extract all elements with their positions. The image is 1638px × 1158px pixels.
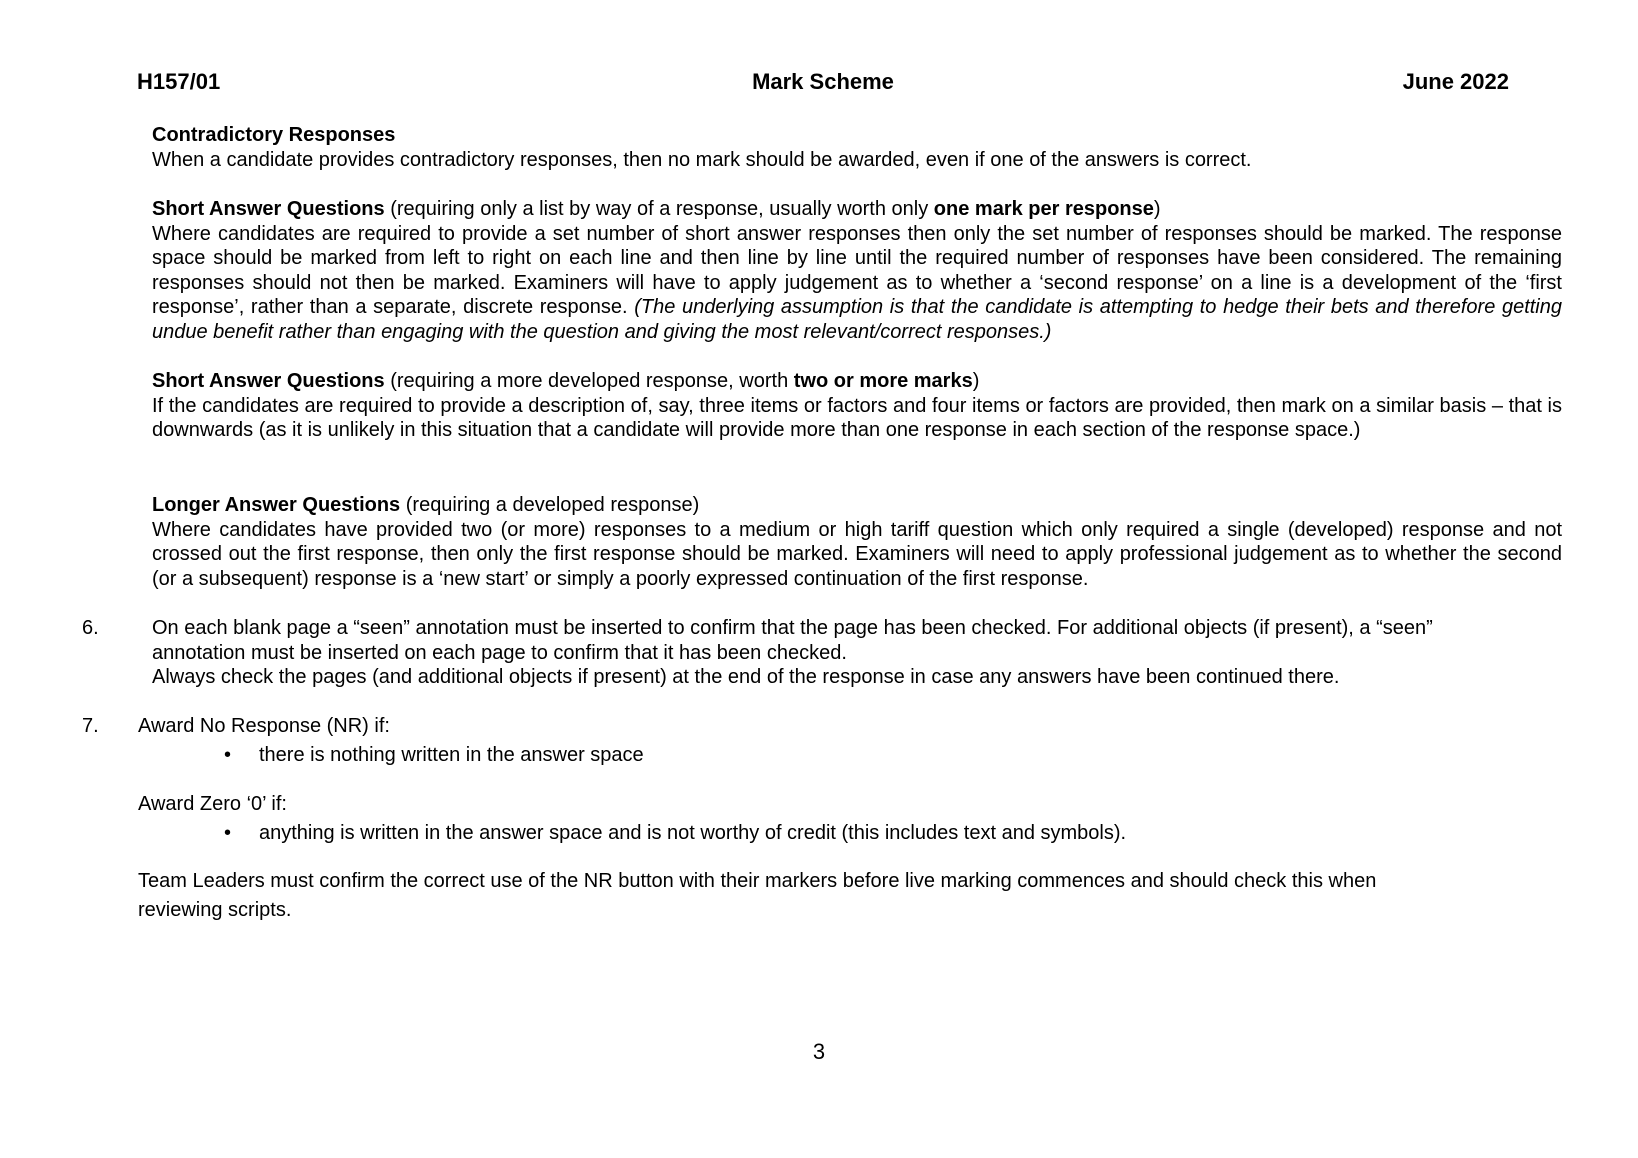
short-list-intro-post: ) [1153, 198, 1161, 220]
longer-section [152, 493, 1562, 591]
short-developed-intro-post: ) [972, 370, 980, 392]
item-6-line-3: Always check the pages (and additional objects if present) at the end of the response in case any answers have been continued there. [152, 666, 1340, 688]
short-list-body [152, 222, 1562, 345]
nr-bullet-text: there is nothing written in the answer space [259, 744, 644, 766]
exam-date: June 2022 [1402, 69, 1509, 94]
longer-intro [152, 493, 1562, 518]
zero-heading: Award Zero ‘0’ if: [138, 793, 287, 815]
short-list-body-italic: (The underlying assumption is that the candidate is attempting to hedge their bets and therefore getting undue benefit rather than engaging with the question and giving the most relevant/correct responses.) [152, 296, 1563, 343]
contradictory-section [152, 123, 1562, 172]
short-developed-heading: Short Answer Questions [152, 370, 385, 392]
item-6-line-2: annotation must be inserted on each page to confirm that it has been checked. [152, 642, 847, 664]
short-developed-section [152, 369, 1562, 443]
short-list-body-text: Where candidates are required to provide a set number of short answer responses then only the set number of responses should be marked. The response space should be marked from left to right on each line and then line by line until the required number of responses have been considered. The remaining responses should not then be marked. Examiners will have to apply judgement as to whether a ‘second response’ on a line is a development of the ‘first response’, rather than a separate, discrete response. [152, 222, 1562, 318]
contradictory-body: When a candidate provides contradictory responses, then no mark should be awarded, even if one of the answers is correct. [152, 148, 1252, 171]
zero-bullet-marker: • [224, 822, 232, 844]
team-leaders-line-2: reviewing scripts. [138, 899, 292, 921]
short-list-intro [152, 197, 1562, 222]
longer-heading: Longer Answer Questions [152, 494, 401, 516]
nr-bullet-marker: • [224, 744, 232, 766]
short-list-heading: Short Answer Questions [152, 198, 385, 220]
item-7-number: 7. [82, 715, 99, 737]
short-developed-intro [152, 369, 1562, 394]
short-developed-body: If the candidates are required to provide a description of, say, three items or factors and four items or factors are provided, then mark on a similar basis – that is downwards (as it is unlikely in this situation that a candidate will provide more than one response in each section of the response space.) [152, 394, 1562, 441]
zero-bullet-text: anything is written in the answer space and is not worthy of credit (this includes text and symbols). [259, 822, 1127, 844]
short-list-section [152, 197, 1562, 344]
short-list-intro-bold: one mark per response [933, 198, 1154, 220]
item-6-line-1: On each blank page a “seen” annotation must be inserted to confirm that the page has been checked. For additional objects (if present), a “seen” [152, 617, 1433, 639]
longer-intro-text: (requiring a developed response) [400, 494, 700, 516]
item-6-number: 6. [82, 617, 99, 639]
paper-code: H157/01 [137, 69, 221, 94]
team-leaders-line-1: Team Leaders must confirm the correct use of the NR button with their markers before live marking commences and should check this when [138, 870, 1377, 892]
short-list-intro-pre: (requiring only a list by way of a response, usually worth only [384, 198, 934, 220]
document-title: Mark Scheme [752, 69, 894, 94]
contradictory-heading: Contradictory Responses [152, 124, 396, 146]
short-developed-intro-pre: (requiring a more developed response, worth [384, 370, 794, 392]
nr-heading: Award No Response (NR) if: [138, 715, 390, 737]
page-header [137, 70, 1509, 98]
longer-body: Where candidates have provided two (or more) responses to a medium or high tariff question which only required a single (developed) response and not crossed out the first response, then only the first response should be marked. Examiners will need to apply professional judgement as to whether the second (or a subsequent) response is a ‘new start’ or simply a poorly expressed continuation of the first response. [152, 518, 1562, 590]
short-developed-intro-bold: two or more marks [793, 370, 973, 392]
page-number: 3 [812, 1039, 826, 1064]
